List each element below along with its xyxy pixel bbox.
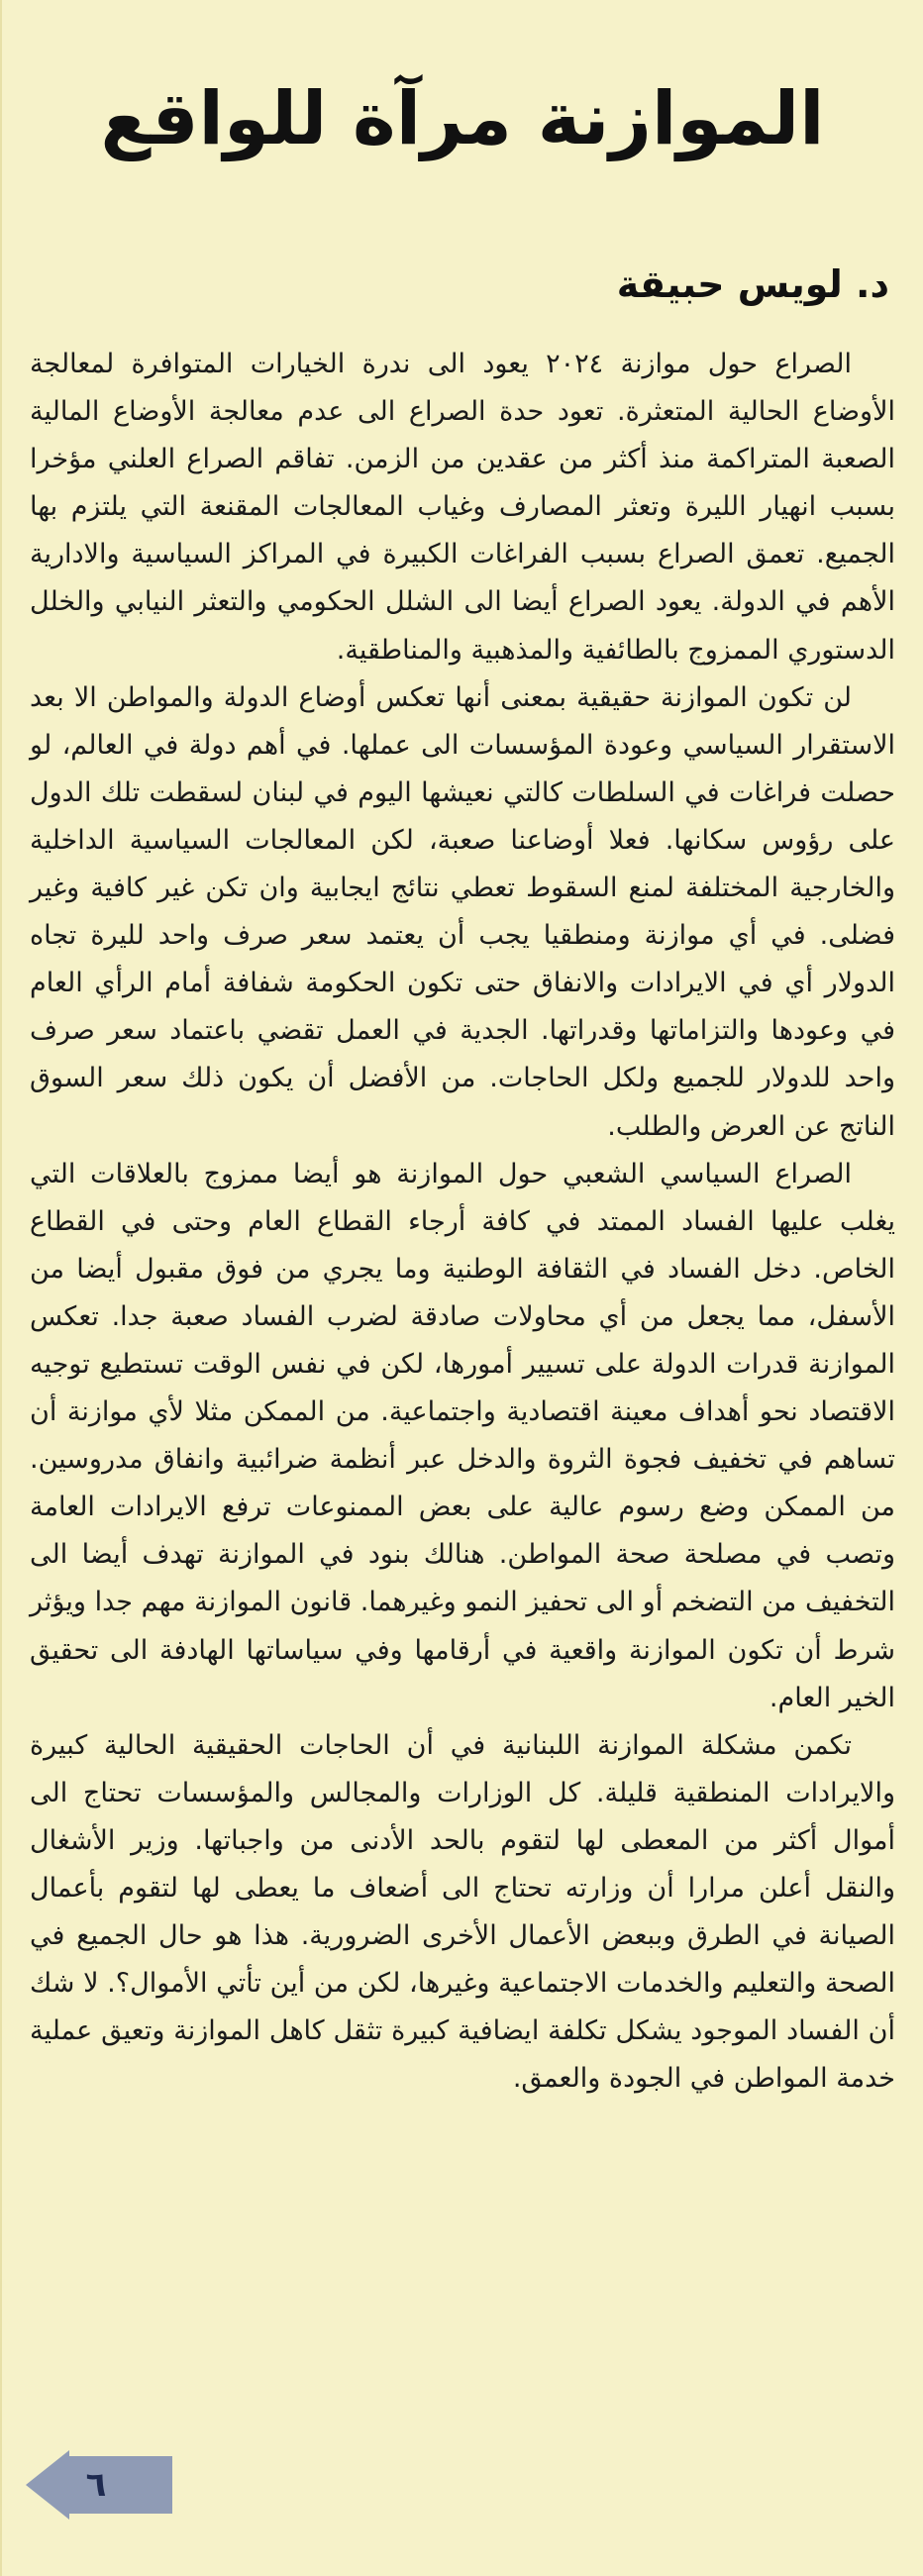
article-paragraph: تكمن مشكلة الموازنة اللبنانية في أن الحاجات الحقيقية الحالية كبيرة والايرادات المنطقية قليلة. كل الوزارات والمجالس والمؤسسات تحتاج الى أموال أكثر من المعطى لها لتقوم بالحد الأدنى من واجباتها. وزير الأشغال والنقل أعلن مرارا أن وزارته تحتاج الى أضعاف ما يعطى لها لتقوم بأعمال الصيانة في الطرق وببعض الأعمال الأخرى الضرورية. هذا هو حال الجميع في الصحة والتعليم والخدمات الاجتماعية وغيرها، لكن من أين تأتي الأموال؟. لا شك أن الفساد الموجود يشكل تكلفة ايضافية كبيرة تثقل كاهل الموازنة وتعيق عملية خدمة المواطن في الجودة والعمق. xyxy=(30,1729,895,2095)
article-body xyxy=(30,341,895,2103)
article-title: الموازنة مرآة للواقع xyxy=(100,76,825,161)
article-author: د. لويس حبيقة xyxy=(616,262,889,306)
article-paragraph: الصراع حول موازنة ٢٠٢٤ يعود الى ندرة الخيارات المتوافرة لمعالجة الأوضاع الحالية المتعثرة. تعود حدة الصراع الى عدم معالجة الأوضاع المالية الصعبة المتراكمة منذ أكثر من عقدين من الزمن. تفاقم الصراع العلني مؤخرا بسبب انهيار الليرة وتعثر المصارف وغياب المعالجات المقنعة التي يلتزم بها الجميع. تعمق الصراع بسبب الفراغات الكبيرة في المراكز السياسية والادارية الأهم في الدولة. يعود الصراع أيضا الى الشلل الحكومي والتعثر النيابي والخلل الدستوري الممزوج بالطائفية والمذهبية والمناطقية. xyxy=(30,349,895,666)
article-paragraph: لن تكون الموازنة حقيقية بمعنى أنها تعكس أوضاع الدولة والمواطن الا بعد الاستقرار السياسي وعودة المؤسسات الى عملها. في أهم دولة في العالم، لو حصلت فراغات في السلطات كالتي نعيشها اليوم في لبنان لسقطت تلك الدول على رؤوس سكانها. فعلا أوضاعنا صعبة، لكن المعالجات السياسية الداخلية والخارجية المختلفة لمنع السقوط تعطي نتائج ايجابية وان تكن غير كافية وغير فضلى. في أي موازنة ومنطقيا يجب أن يعتمد سعر صرف واحد لليرة تجاه الدولار أي في الايرادات والانفاق حتى تكون الحكومة شفافة أمام الرأي العام في وعودها والتزاماتها وقدراتها. الجدية في العمل تقضي باعتماد سعر صرف واحد للدولار للجميع ولكل الحاجات. من الأفضل أن يكون ذلك سعر السوق الناتج عن العرض والطلب. xyxy=(30,681,895,1142)
page-number: ٦ xyxy=(85,2465,107,2505)
article-paragraph: الصراع السياسي الشعبي حول الموازنة هو أيضا ممزوج بالعلاقات التي يغلب عليها الفساد الممتد في كافة أرجاء القطاع العام وحتى في القطاع الخاص. دخل الفساد في الثقافة الوطنية وما يجري من فوق مقبول أيضا من الأسفل، مما يجعل من أي محاولات صادقة لضرب الفساد صعبة جدا. تعكس الموازنة قدرات الدولة على تسيير أمورها، لكن في نفس الوقت تستطيع توجيه الاقتصاد نحو أهداف معينة اقتصادية واجتماعية. من الممكن مثلا لأي موازنة أن تساهم في تخفيف فجوة الثروة والدخل عبر أنظمة ضرائبية وانفاق مدروسين. من الممكن وضع رسوم عالية على بعض الممنوعات ترفع الايرادات العامة وتصب في مصلحة صحة المواطن. هنالك بنود في الموازنة تهدف أيضا الى التخفيف من التضخم أو الى تحفيز النمو وغيرهما. قانون الموازنة مهم جدا ويؤثر شرط أن تكون الموازنة واقعية في أرقامها وفي سياساتها الهادفة الى تحقيق الخير العام. xyxy=(30,1158,895,1713)
